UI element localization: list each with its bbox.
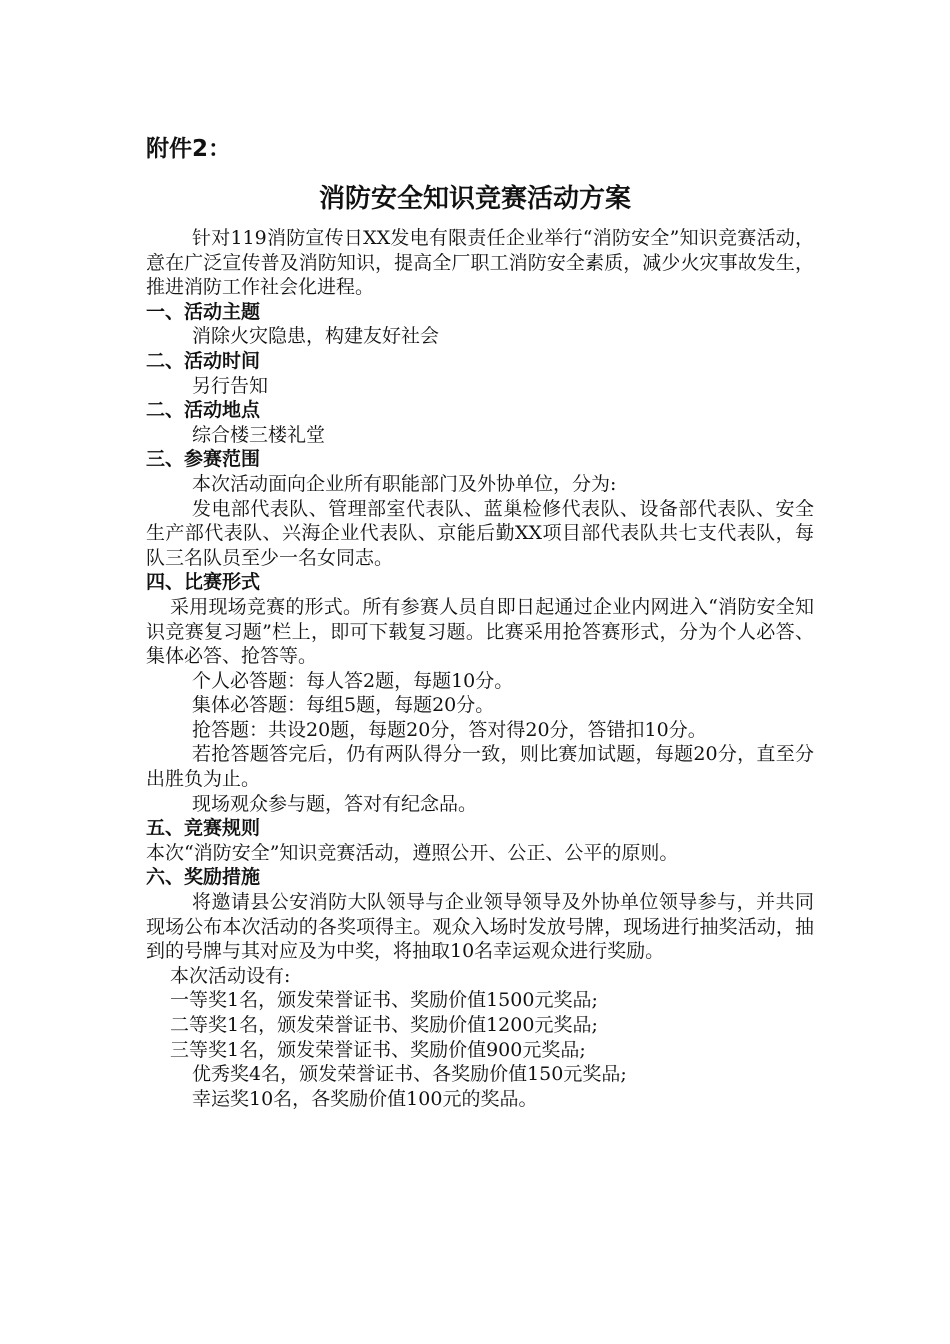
format-audience: 现场观众参与题，答对有纪念品。 — [192, 792, 478, 815]
section-heading-scope: 三、参赛范围 — [146, 448, 261, 471]
place-text: 综合楼三楼礼堂 — [192, 423, 326, 446]
format-tiebreak: 若抢答题答完后，仍有两队得分一致，则比赛加试题，每题20分，直至分出胜负为止。 — [146, 743, 814, 791]
awards-setup: 本次活动设有: — [170, 964, 291, 987]
time-text: 另行告知 — [192, 374, 269, 397]
intro-paragraph: 针对119消防宣传日XX发电有限责任企业举行“消防安全”知识竞赛活动，意在广泛宣传普及消防知识，提高全厂职工消防安全素质，减少火灾事故发生，推进消防工作社会化进程。 — [146, 227, 814, 299]
format-group: 集体必答题：每组5题，每题20分。 — [192, 694, 495, 717]
attachment-label: 附件2： — [146, 136, 232, 162]
award-lucky: 幸运奖10名，各奖励价值100元的奖品。 — [192, 1087, 538, 1110]
rules-text: 本次“消防安全”知识竞赛活动，遵照公开、公正、公平的原则。 — [146, 841, 679, 864]
section-heading-rules: 五、竞赛规则 — [146, 817, 261, 840]
scope-teams-paragraph: 发电部代表队、管理部室代表队、蓝巢检修代表队、设备部代表队、安全生产部代表队、兴海企业代表队、京能后勤XX项目部代表队共七支代表队，每队三名队员至少一名女同志。 — [146, 497, 814, 569]
theme-text: 消除火灾隐患，构建友好社会 — [192, 325, 440, 348]
section-heading-format: 四、比赛形式 — [146, 571, 261, 594]
awards-intro-paragraph: 将邀请县公安消防大队领导与企业领导领导及外协单位领导参与，并共同现场公布本次活动的各奖项得主。观众入场时发放号牌，现场进行抽奖活动，抽到的号牌与其对应及为中奖，将抽取10名幸运观众进行奖励。 — [146, 891, 814, 963]
section-heading-time: 二、活动时间 — [146, 349, 261, 372]
award-second: 二等奖1名，颁发荣誉证书、奖励价值1200元奖品; — [170, 1014, 598, 1036]
award-first: 一等奖1名，颁发荣誉证书、奖励价值1500元奖品; — [170, 989, 598, 1012]
award-excellence: 优秀奖4名，颁发荣誉证书、各奖励价值150元奖品; — [192, 1063, 627, 1086]
section-heading-theme: 一、活动主题 — [146, 300, 261, 323]
format-individual: 个人必答题：每人答2题，每题10分。 — [192, 669, 514, 692]
award-third: 三等奖1名，颁发荣誉证书、奖励价值900元奖品; — [170, 1038, 586, 1061]
format-buzzer: 抢答题：共设20题，每题20分，答对得20分，答错扣10分。 — [192, 718, 707, 741]
document-body — [146, 226, 814, 1111]
section-heading-place: 二、活动地点 — [146, 399, 261, 422]
document-title: 消防安全知识竞赛活动方案 — [318, 184, 631, 214]
scope-line-1: 本次活动面向企业所有职能部门及外协单位，分为: — [192, 472, 617, 495]
format-intro-paragraph: 采用现场竞赛的形式。所有参赛人员自即日起通过企业内网进入“消防安全知识竞赛复习题”栏上，即可下载复习题。比赛采用抢答赛形式，分为个人必答、集体必答、抢答等。 — [146, 595, 814, 668]
section-heading-awards: 六、奖励措施 — [146, 866, 261, 889]
